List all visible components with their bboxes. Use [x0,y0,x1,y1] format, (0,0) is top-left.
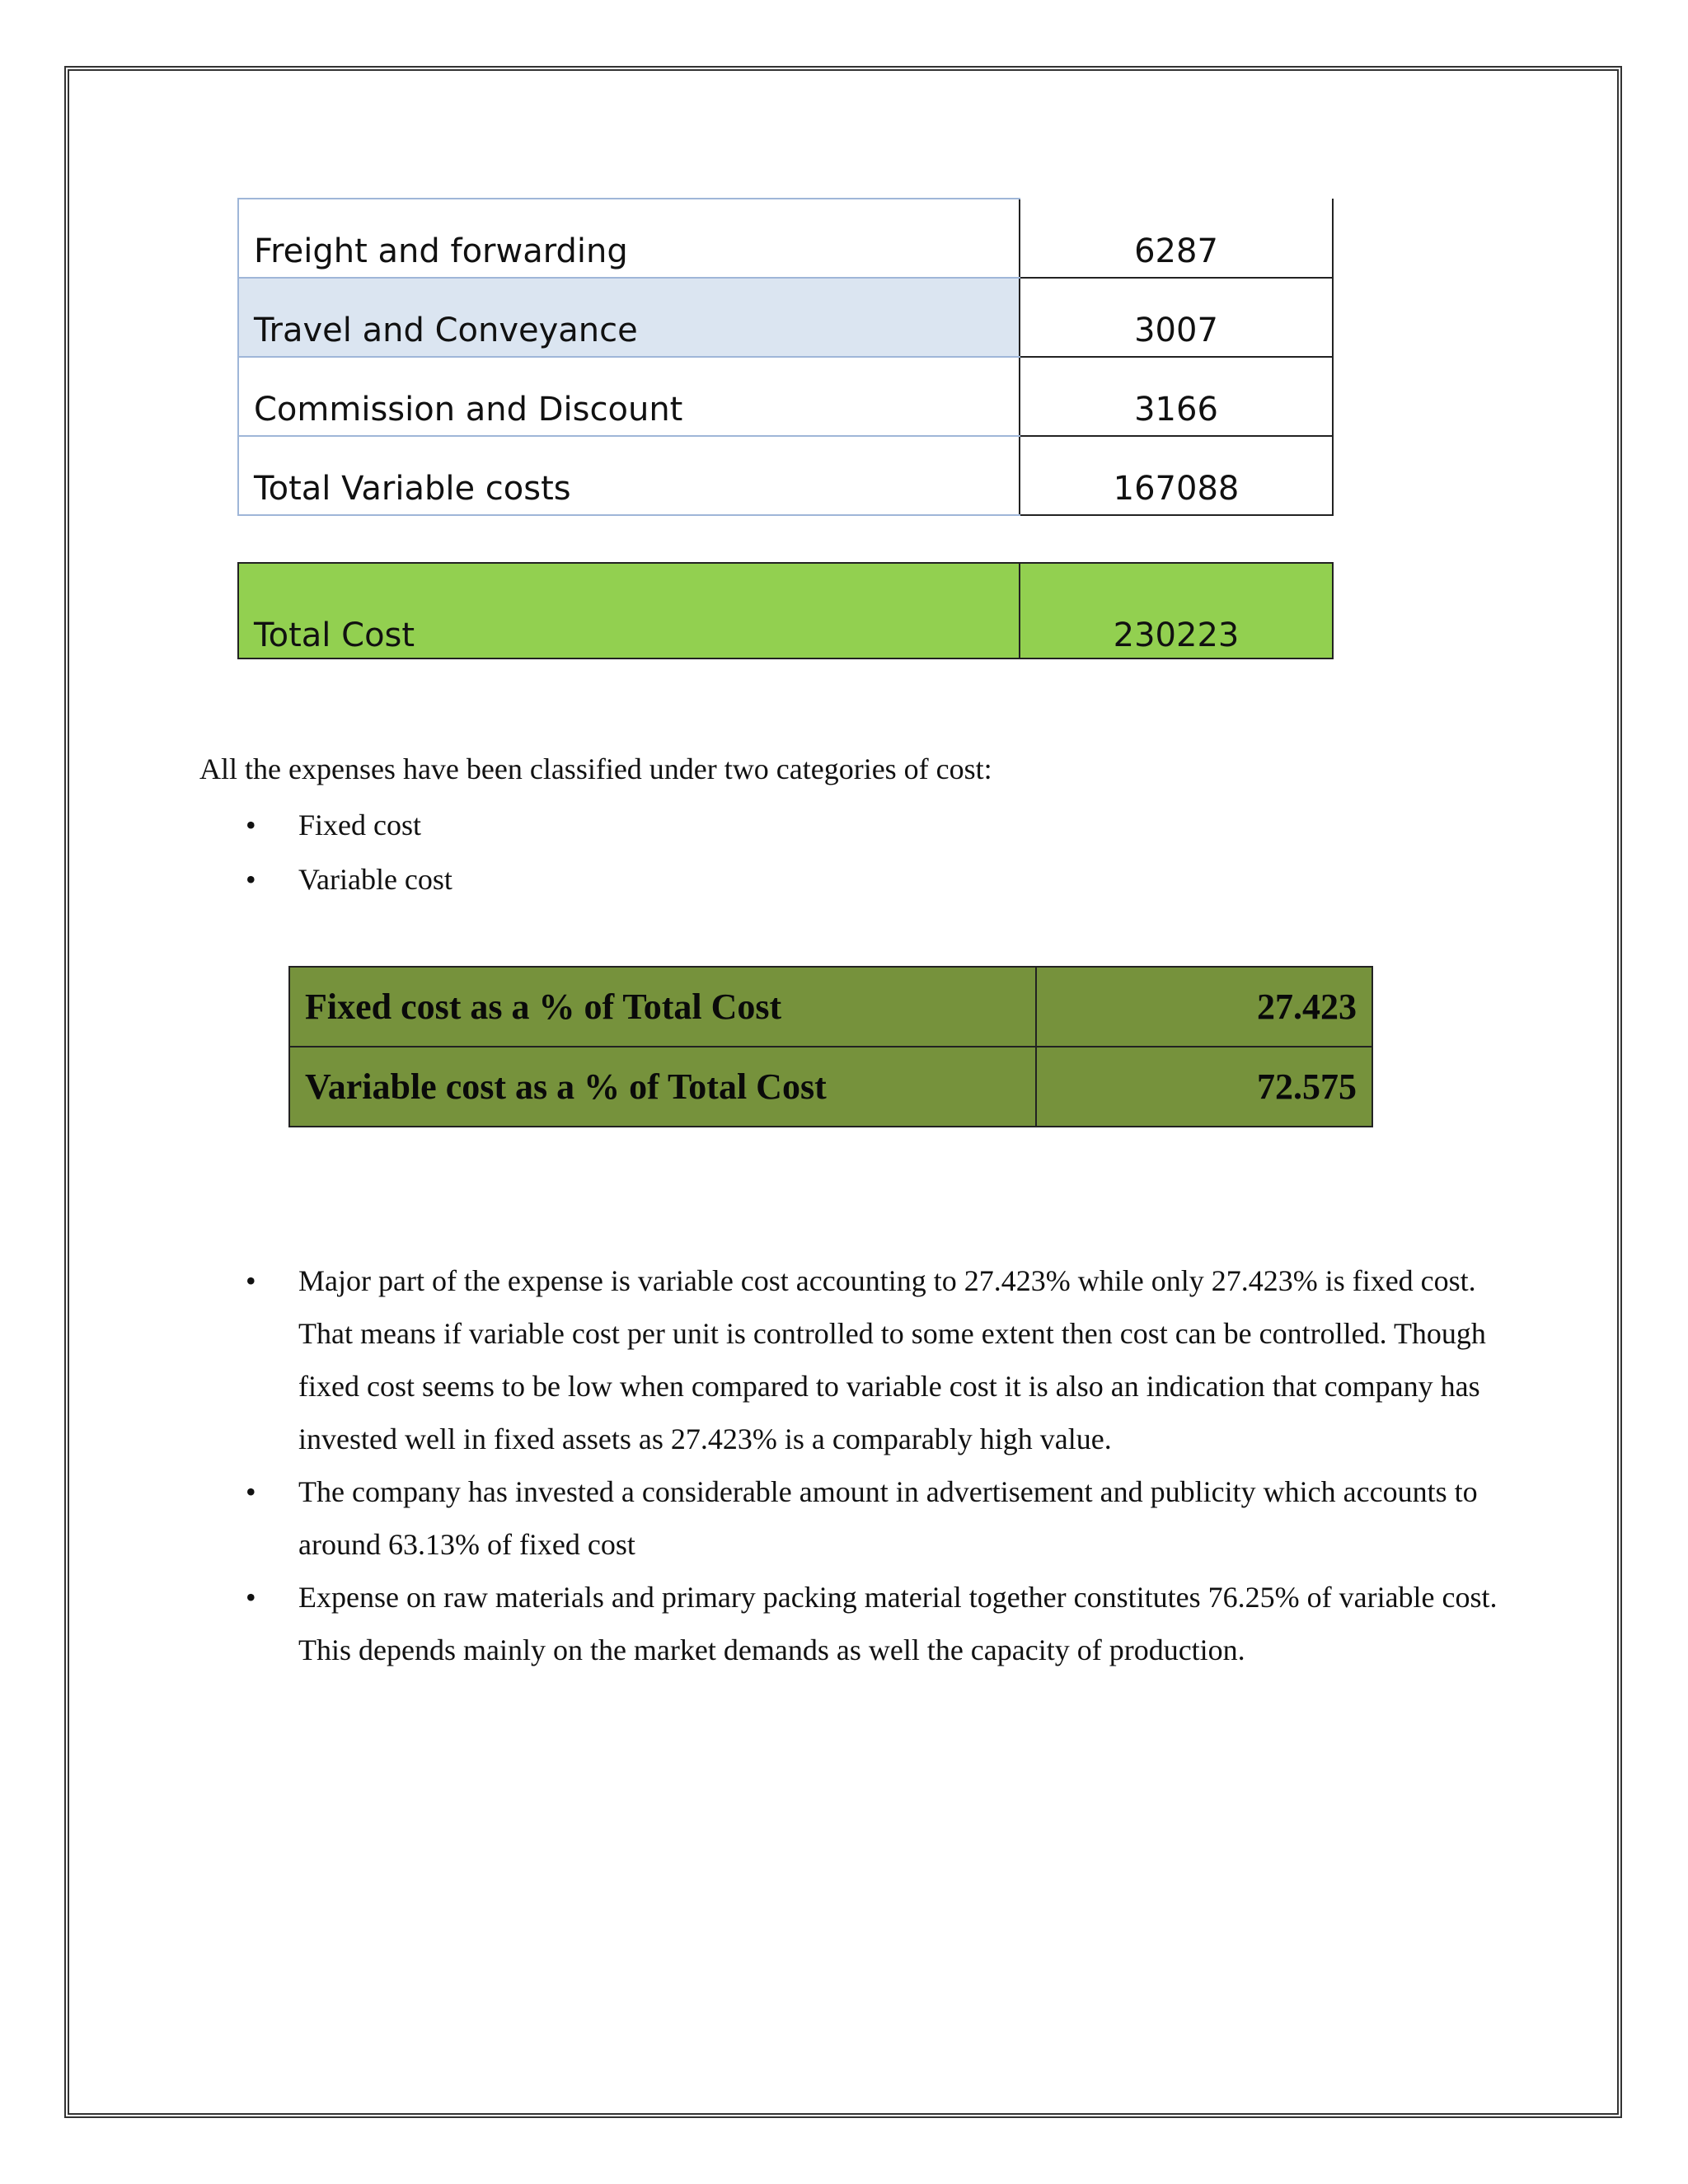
cost-value: 3166 [1020,357,1333,436]
cost-value: 6287 [1020,199,1333,278]
table-row [289,967,1372,1047]
list-item [199,860,452,915]
category-text: Fixed cost [298,808,421,841]
cost-value: 167088 [1020,436,1333,515]
bullet-icon: • [246,1581,256,1614]
bullet-icon: • [246,1475,256,1508]
percentage-label: Variable cost as a % of Total Cost [289,1047,1036,1127]
percentage-value: 27.423 [1036,967,1372,1047]
table-row [289,1047,1372,1127]
list-item [199,1571,1502,1676]
cost-label: Travel and Conveyance [238,278,1020,357]
variable-cost-table [237,198,1334,516]
list-item [199,1465,1502,1571]
classification-intro: All the expenses have been classified under two categories of cost: [199,752,992,785]
bullet-icon: • [246,863,256,896]
table-row [238,436,1333,515]
list-item [199,1254,1502,1465]
percentage-label: Fixed cost as a % of Total Cost [289,967,1036,1047]
cost-label: Total Variable costs [238,436,1020,515]
observation-text: Expense on raw materials and primary packing material together constitutes 76.25% of variable cost. This depends mainly on the market demands as well the capacity of production. [298,1581,1498,1666]
bullet-icon: • [246,1264,256,1297]
total-cost-table [237,562,1334,659]
table-row [238,563,1333,658]
bullet-icon: • [246,808,256,841]
table-row [238,278,1333,357]
list-item [199,806,452,860]
cost-label: Commission and Discount [238,357,1020,436]
category-text: Variable cost [298,863,452,896]
cost-category-list [199,806,452,915]
table-row [238,357,1333,436]
total-cost-label: Total Cost [238,563,1020,658]
observation-list [199,1254,1502,1676]
observation-text: Major part of the expense is variable cost accounting to 27.423% while only 27.423% is fixed cost. That means if variable cost per unit is controlled to some extent then cost can be controlled. Though fixed cost seems to be low when compared to variable cost it is also an indication that company has invested well in fixed assets as 27.423% is a comparably high value. [298,1264,1486,1455]
cost-value: 3007 [1020,278,1333,357]
table-row [238,199,1333,278]
cost-label: Freight and forwarding [238,199,1020,278]
observation-text: The company has invested a considerable amount in advertisement and publicity which accounts to around 63.13% of fixed cost [298,1475,1478,1561]
total-cost-value: 230223 [1020,563,1333,658]
percentage-value: 72.575 [1036,1047,1372,1127]
cost-percentage-table [288,966,1373,1127]
